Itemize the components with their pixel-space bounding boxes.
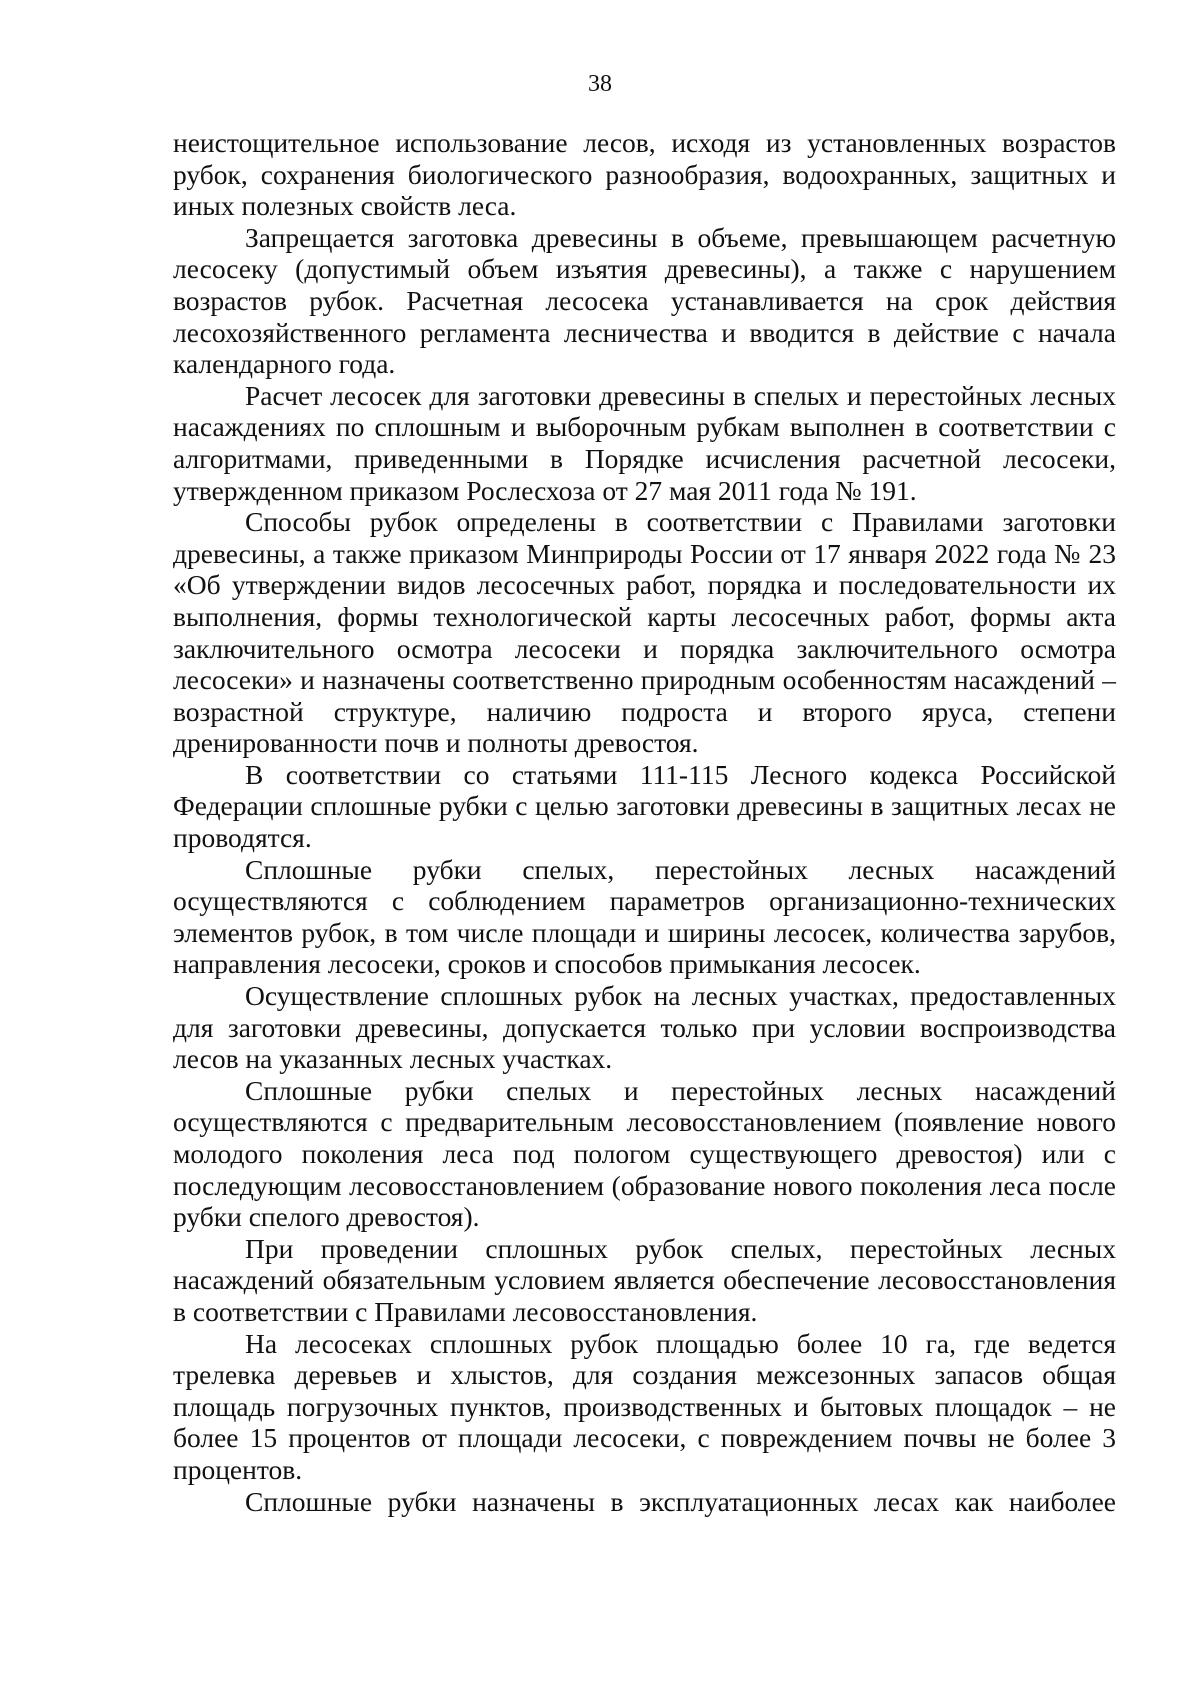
paragraph-4: Способы рубок определены в соответствии с Правилами заготовки древесины, а также приказом Минприроды России от 17 января 2022 года № 23 «Об утверждении видов лесосечных работ, порядка и последовательности их выполнения, формы технологической карты лесосечных работ, формы акта заключительного осмотра лесосеки и порядка заключительного осмотра лесосеки» и назначены соответственно природным особенностям насаждений – возрастной структуре, наличию подроста и второго яруса, степени дренированности почв и полноты древостоя. <box>173 506 1116 759</box>
paragraph-2: Запрещается заготовка древесины в объеме, превышающем расчетную лесосеку (допустимый объем изъятия древесины), а также с нарушением возрастов рубок. Расчетная лесосека устанавливается на срок действия лесохозяйственного регламента лесничества и вводится в действие с начала календарного года. <box>173 221 1116 380</box>
paragraph-8: Сплошные рубки спелых и перестойных лесных насаждений осуществляются с предварительным лесовосстановлением (появление нового молодого поколения леса под пологом существующего древостоя) или с последующим лесовосстановлением (образование нового поколения леса после рубки спелого древостоя). <box>173 1074 1116 1233</box>
paragraph-9: При проведении сплошных рубок спелых, перестойных лесных насаждений обязательным условием является обеспечение лесовосстановления в соответствии с Правилами лесовосстановления. <box>173 1232 1116 1327</box>
paragraph-6: Сплошные рубки спелых, перестойных лесных насаждений осуществляются с соблюдением параметров организационно-технических элементов рубок, в том числе площади и ширины лесосек, количества зарубов, направления лесосеки, сроков и способов примыкания лесосек. <box>173 853 1116 980</box>
paragraph-1: неистощительное использование лесов, исходя из установленных возрастов рубок, сохранения биологического разнообразия, водоохранных, защитных и иных полезных свойств леса. <box>173 127 1116 222</box>
page-number: 38 <box>588 71 612 97</box>
paragraph-5: В соответствии со статьями 111-115 Лесного кодекса Российской Федерации сплошные рубки с целью заготовки древесины в защитных лесах не проводятся. <box>173 758 1116 854</box>
paragraph-7: Осуществление сплошных рубок на лесных участках, предоставленных для заготовки древесины, допускается только при условии воспроизводства лесов на указанных лесных участках. <box>173 980 1116 1075</box>
body-text <box>173 127 1116 1517</box>
paragraph-3: Расчет лесосек для заготовки древесины в спелых и перестойных лесных насаждениях по сплошным и выборочным рубкам выполнен в соответствии с алгоритмами, приведенными в Порядке исчисления расчетной лесосеки, утвержденном приказом Рослесхоза от 27 мая 2011 года № 191. <box>173 379 1116 506</box>
paragraph-10: На лесосеках сплошных рубок площадью более 10 га, где ведется трелевка деревьев и хлыстов, для создания межсезонных запасов общая площадь погрузочных пунктов, производственных и бытовых площадок – не более 15 процентов от площади лесосеки, с повреждением почвы не более 3 процентов. <box>173 1327 1116 1485</box>
paragraph-11-continued: Сплошные рубки назначены в эксплуатационных лесах как наиболее <box>245 1485 1116 1517</box>
